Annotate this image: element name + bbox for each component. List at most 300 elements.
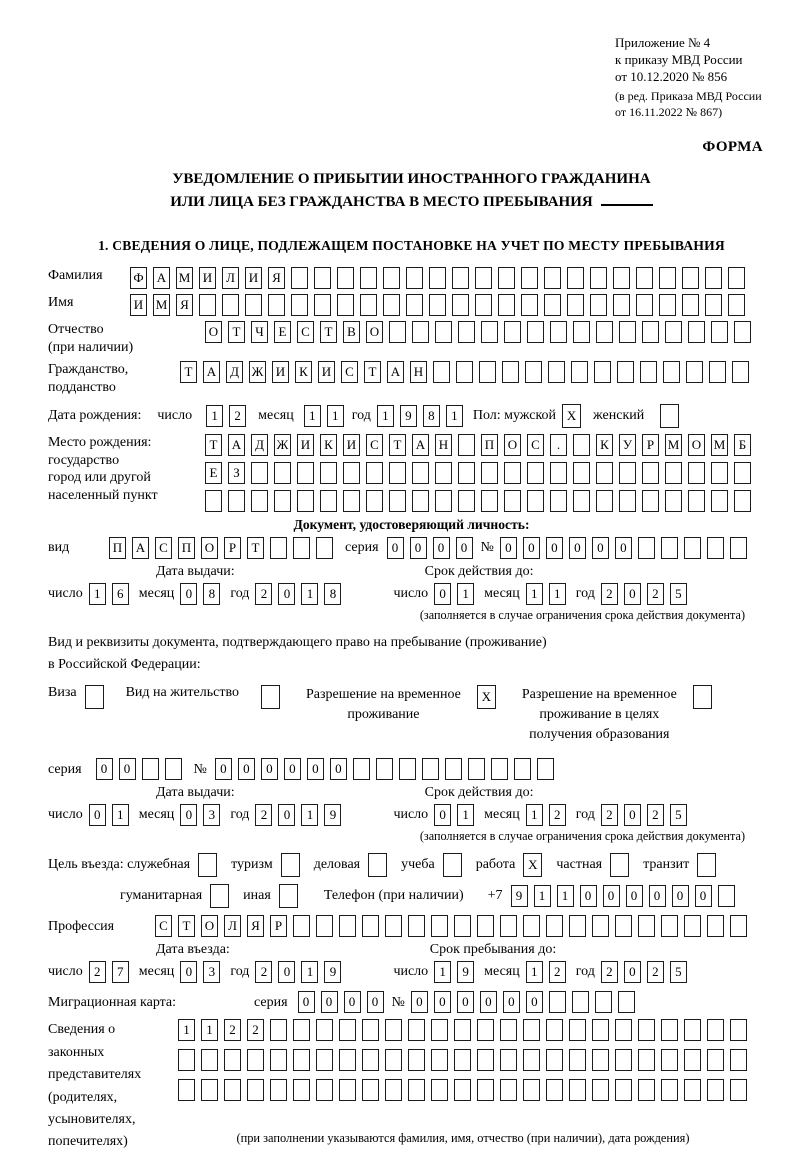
char-box[interactable]: 2: [247, 1019, 264, 1041]
char-box[interactable]: 1: [526, 804, 543, 826]
char-box[interactable]: X: [477, 685, 496, 709]
char-box[interactable]: [412, 321, 429, 343]
char-box[interactable]: [660, 404, 679, 428]
char-box[interactable]: [707, 1049, 724, 1071]
char-box[interactable]: 0: [626, 885, 643, 907]
char-box[interactable]: [360, 294, 377, 316]
char-box[interactable]: 0: [649, 885, 666, 907]
visa-checkbox[interactable]: [85, 685, 104, 709]
char-box[interactable]: 7: [112, 961, 129, 983]
char-box[interactable]: 0: [387, 537, 404, 559]
char-box[interactable]: Л: [224, 915, 241, 937]
permit-valid-day-input[interactable]: [434, 804, 474, 826]
char-box[interactable]: [481, 462, 498, 484]
char-box[interactable]: [544, 267, 561, 289]
char-box[interactable]: [638, 915, 655, 937]
residence-permit-checkbox[interactable]: [261, 685, 280, 709]
char-box[interactable]: [569, 915, 586, 937]
stay-day-input[interactable]: [434, 961, 474, 983]
char-box[interactable]: И: [318, 361, 335, 383]
birth-day-input[interactable]: [206, 405, 246, 427]
char-box[interactable]: 5: [670, 583, 687, 605]
char-box[interactable]: [270, 1079, 287, 1101]
char-box[interactable]: 1: [206, 405, 223, 427]
char-box[interactable]: [590, 294, 607, 316]
char-box[interactable]: [610, 853, 629, 877]
char-box[interactable]: С: [297, 321, 314, 343]
id-doc-number-input[interactable]: [500, 537, 747, 559]
char-box[interactable]: [389, 462, 406, 484]
char-box[interactable]: [613, 294, 630, 316]
char-box[interactable]: [661, 915, 678, 937]
char-box[interactable]: [523, 1079, 540, 1101]
phone-input[interactable]: [511, 885, 735, 907]
char-box[interactable]: К: [295, 361, 312, 383]
given-name-input[interactable]: [130, 294, 745, 316]
char-box[interactable]: [385, 915, 402, 937]
char-box[interactable]: [596, 490, 613, 512]
char-box[interactable]: [433, 361, 450, 383]
char-box[interactable]: 0: [500, 537, 517, 559]
char-box[interactable]: [293, 1019, 310, 1041]
char-box[interactable]: [661, 1019, 678, 1041]
char-box[interactable]: 2: [549, 961, 566, 983]
char-box[interactable]: [619, 490, 636, 512]
char-box[interactable]: [523, 915, 540, 937]
char-box[interactable]: 9: [324, 804, 341, 826]
char-box[interactable]: [293, 1079, 310, 1101]
char-box[interactable]: [339, 1079, 356, 1101]
char-box[interactable]: [251, 462, 268, 484]
char-box[interactable]: [642, 321, 659, 343]
char-box[interactable]: [477, 915, 494, 937]
char-box[interactable]: Н: [435, 434, 452, 456]
char-box[interactable]: Ж: [249, 361, 266, 383]
char-box[interactable]: П: [109, 537, 126, 559]
char-box[interactable]: 0: [119, 758, 136, 780]
char-box[interactable]: 2: [229, 405, 246, 427]
char-box[interactable]: Ч: [251, 321, 268, 343]
char-box[interactable]: [198, 853, 217, 877]
char-box[interactable]: 1: [526, 961, 543, 983]
char-box[interactable]: [142, 758, 159, 780]
char-box[interactable]: [596, 462, 613, 484]
char-box[interactable]: [435, 462, 452, 484]
char-box[interactable]: Е: [274, 321, 291, 343]
char-box[interactable]: [422, 758, 439, 780]
char-box[interactable]: [684, 1049, 701, 1071]
char-box[interactable]: [661, 1079, 678, 1101]
char-box[interactable]: [406, 294, 423, 316]
char-box[interactable]: [224, 1079, 241, 1101]
char-box[interactable]: [546, 1049, 563, 1071]
char-box[interactable]: [638, 1049, 655, 1071]
char-box[interactable]: [684, 915, 701, 937]
char-box[interactable]: Т: [320, 321, 337, 343]
char-box[interactable]: 1: [178, 1019, 195, 1041]
char-box[interactable]: [383, 294, 400, 316]
char-box[interactable]: Б: [734, 434, 751, 456]
char-box[interactable]: 1: [377, 405, 394, 427]
char-box[interactable]: С: [341, 361, 358, 383]
char-box[interactable]: 5: [670, 961, 687, 983]
char-box[interactable]: 1: [304, 405, 321, 427]
char-box[interactable]: [642, 462, 659, 484]
representatives-input-line1[interactable]: [178, 1019, 748, 1041]
char-box[interactable]: 0: [180, 583, 197, 605]
char-box[interactable]: [688, 490, 705, 512]
char-box[interactable]: [261, 685, 280, 709]
birth-place-input-line3[interactable]: [205, 490, 751, 512]
char-box[interactable]: [613, 267, 630, 289]
char-box[interactable]: [454, 1019, 471, 1041]
char-box[interactable]: [537, 758, 554, 780]
char-box[interactable]: [665, 490, 682, 512]
char-box[interactable]: [521, 267, 538, 289]
char-box[interactable]: [638, 1019, 655, 1041]
char-box[interactable]: [707, 915, 724, 937]
char-box[interactable]: [408, 1019, 425, 1041]
char-box[interactable]: [661, 1049, 678, 1071]
char-box[interactable]: [617, 361, 634, 383]
char-box[interactable]: 2: [549, 804, 566, 826]
char-box[interactable]: 2: [601, 804, 618, 826]
char-box[interactable]: Ф: [130, 267, 147, 289]
char-box[interactable]: Ж: [274, 434, 291, 456]
char-box[interactable]: 1: [112, 804, 129, 826]
char-box[interactable]: [316, 1079, 333, 1101]
char-box[interactable]: [385, 1049, 402, 1071]
char-box[interactable]: 0: [261, 758, 278, 780]
official-checkbox[interactable]: [198, 853, 217, 877]
char-box[interactable]: И: [297, 434, 314, 456]
entry-month-input[interactable]: [180, 961, 220, 983]
char-box[interactable]: [362, 915, 379, 937]
char-box[interactable]: К: [596, 434, 613, 456]
char-box[interactable]: [316, 915, 333, 937]
char-box[interactable]: [500, 1049, 517, 1071]
char-box[interactable]: [383, 267, 400, 289]
char-box[interactable]: 0: [180, 804, 197, 826]
char-box[interactable]: 1: [549, 583, 566, 605]
humanitarian-checkbox[interactable]: [210, 884, 229, 908]
char-box[interactable]: [573, 490, 590, 512]
char-box[interactable]: 0: [410, 537, 427, 559]
char-box[interactable]: [523, 1049, 540, 1071]
char-box[interactable]: [500, 915, 517, 937]
char-box[interactable]: [711, 462, 728, 484]
char-box[interactable]: [456, 361, 473, 383]
char-box[interactable]: [316, 1049, 333, 1071]
migration-card-series-input[interactable]: [298, 991, 384, 1013]
char-box[interactable]: Т: [180, 361, 197, 383]
char-box[interactable]: 0: [434, 991, 451, 1013]
char-box[interactable]: З: [228, 462, 245, 484]
char-box[interactable]: [615, 1019, 632, 1041]
char-box[interactable]: [353, 758, 370, 780]
char-box[interactable]: 0: [672, 885, 689, 907]
char-box[interactable]: Т: [228, 321, 245, 343]
char-box[interactable]: И: [199, 267, 216, 289]
surname-input[interactable]: [130, 267, 745, 289]
char-box[interactable]: [527, 462, 544, 484]
char-box[interactable]: 1: [526, 583, 543, 605]
char-box[interactable]: 0: [307, 758, 324, 780]
char-box[interactable]: 1: [301, 961, 318, 983]
char-box[interactable]: [734, 490, 751, 512]
char-box[interactable]: [550, 321, 567, 343]
char-box[interactable]: [343, 462, 360, 484]
char-box[interactable]: 9: [324, 961, 341, 983]
char-box[interactable]: [549, 991, 566, 1013]
permit-issue-month-input[interactable]: [180, 804, 220, 826]
char-box[interactable]: [711, 490, 728, 512]
char-box[interactable]: [550, 462, 567, 484]
char-box[interactable]: [693, 685, 712, 709]
char-box[interactable]: [730, 1049, 747, 1071]
char-box[interactable]: [408, 1049, 425, 1071]
id-doc-series-input[interactable]: [387, 537, 473, 559]
char-box[interactable]: С: [155, 537, 172, 559]
char-box[interactable]: В: [343, 321, 360, 343]
char-box[interactable]: 1: [301, 583, 318, 605]
char-box[interactable]: 3: [203, 961, 220, 983]
char-box[interactable]: [452, 267, 469, 289]
char-box[interactable]: 1: [201, 1019, 218, 1041]
char-box[interactable]: [362, 1079, 379, 1101]
char-box[interactable]: 0: [278, 804, 295, 826]
char-box[interactable]: 0: [480, 991, 497, 1013]
char-box[interactable]: [297, 490, 314, 512]
char-box[interactable]: [707, 1019, 724, 1041]
char-box[interactable]: 3: [203, 804, 220, 826]
char-box[interactable]: [682, 267, 699, 289]
citizenship-input[interactable]: [180, 361, 749, 383]
char-box[interactable]: [659, 294, 676, 316]
char-box[interactable]: С: [527, 434, 544, 456]
char-box[interactable]: [730, 1079, 747, 1101]
char-box[interactable]: [567, 294, 584, 316]
char-box[interactable]: 0: [215, 758, 232, 780]
char-box[interactable]: [734, 321, 751, 343]
char-box[interactable]: [640, 361, 657, 383]
representatives-input-line3[interactable]: [178, 1079, 748, 1101]
char-box[interactable]: [550, 490, 567, 512]
representatives-input-line2[interactable]: [178, 1049, 748, 1071]
char-box[interactable]: [475, 294, 492, 316]
char-box[interactable]: [707, 1079, 724, 1101]
char-box[interactable]: [481, 490, 498, 512]
char-box[interactable]: [408, 1079, 425, 1101]
char-box[interactable]: И: [130, 294, 147, 316]
char-box[interactable]: [343, 490, 360, 512]
char-box[interactable]: [412, 490, 429, 512]
char-box[interactable]: [314, 267, 331, 289]
char-box[interactable]: У: [619, 434, 636, 456]
char-box[interactable]: 0: [546, 537, 563, 559]
char-box[interactable]: 1: [534, 885, 551, 907]
char-box[interactable]: [684, 1079, 701, 1101]
char-box[interactable]: [521, 294, 538, 316]
char-box[interactable]: Т: [178, 915, 195, 937]
char-box[interactable]: Д: [251, 434, 268, 456]
char-box[interactable]: [337, 294, 354, 316]
id-valid-day-input[interactable]: [434, 583, 474, 605]
char-box[interactable]: [573, 462, 590, 484]
char-box[interactable]: П: [481, 434, 498, 456]
char-box[interactable]: [615, 1079, 632, 1101]
char-box[interactable]: [504, 490, 521, 512]
char-box[interactable]: [684, 537, 701, 559]
char-box[interactable]: [697, 853, 716, 877]
char-box[interactable]: Я: [268, 267, 285, 289]
char-box[interactable]: [362, 1049, 379, 1071]
doc-type-input[interactable]: [109, 537, 333, 559]
char-box[interactable]: М: [153, 294, 170, 316]
char-box[interactable]: Р: [224, 537, 241, 559]
char-box[interactable]: 1: [446, 405, 463, 427]
char-box[interactable]: [728, 294, 745, 316]
char-box[interactable]: [730, 1019, 747, 1041]
char-box[interactable]: [619, 321, 636, 343]
char-box[interactable]: [711, 321, 728, 343]
stay-year-input[interactable]: [601, 961, 687, 983]
char-box[interactable]: [569, 1019, 586, 1041]
char-box[interactable]: [567, 267, 584, 289]
char-box[interactable]: [366, 490, 383, 512]
char-box[interactable]: [251, 490, 268, 512]
char-box[interactable]: [429, 267, 446, 289]
char-box[interactable]: [500, 1079, 517, 1101]
char-box[interactable]: X: [523, 853, 542, 877]
char-box[interactable]: [705, 294, 722, 316]
entry-day-input[interactable]: [89, 961, 129, 983]
char-box[interactable]: Я: [247, 915, 264, 937]
char-box[interactable]: 0: [321, 991, 338, 1013]
char-box[interactable]: 2: [601, 583, 618, 605]
char-box[interactable]: [368, 853, 387, 877]
char-box[interactable]: 2: [601, 961, 618, 983]
char-box[interactable]: [734, 462, 751, 484]
char-box[interactable]: [468, 758, 485, 780]
char-box[interactable]: [569, 1079, 586, 1101]
char-box[interactable]: 2: [255, 804, 272, 826]
char-box[interactable]: [314, 294, 331, 316]
other-checkbox[interactable]: [279, 884, 298, 908]
char-box[interactable]: 1: [327, 405, 344, 427]
char-box[interactable]: [222, 294, 239, 316]
char-box[interactable]: [636, 294, 653, 316]
birth-month-input[interactable]: [304, 405, 344, 427]
char-box[interactable]: [595, 991, 612, 1013]
char-box[interactable]: [435, 321, 452, 343]
id-valid-month-input[interactable]: [526, 583, 566, 605]
char-box[interactable]: [682, 294, 699, 316]
char-box[interactable]: [274, 462, 291, 484]
char-box[interactable]: Л: [222, 267, 239, 289]
char-box[interactable]: [546, 1019, 563, 1041]
char-box[interactable]: [454, 915, 471, 937]
char-box[interactable]: [707, 537, 724, 559]
char-box[interactable]: О: [688, 434, 705, 456]
char-box[interactable]: Е: [205, 462, 222, 484]
char-box[interactable]: 0: [238, 758, 255, 780]
char-box[interactable]: 2: [224, 1019, 241, 1041]
char-box[interactable]: [247, 1079, 264, 1101]
char-box[interactable]: [320, 462, 337, 484]
char-box[interactable]: [366, 462, 383, 484]
char-box[interactable]: [274, 490, 291, 512]
char-box[interactable]: [665, 321, 682, 343]
char-box[interactable]: [406, 267, 423, 289]
char-box[interactable]: 2: [89, 961, 106, 983]
permit-number-input[interactable]: [215, 758, 554, 780]
char-box[interactable]: [389, 321, 406, 343]
char-box[interactable]: 0: [615, 537, 632, 559]
char-box[interactable]: Р: [270, 915, 287, 937]
char-box[interactable]: 0: [434, 583, 451, 605]
char-box[interactable]: 0: [457, 991, 474, 1013]
char-box[interactable]: [268, 294, 285, 316]
char-box[interactable]: [684, 1019, 701, 1041]
char-box[interactable]: 2: [255, 961, 272, 983]
char-box[interactable]: [412, 462, 429, 484]
char-box[interactable]: [659, 267, 676, 289]
birth-year-input[interactable]: [377, 405, 463, 427]
char-box[interactable]: [293, 915, 310, 937]
char-box[interactable]: 0: [411, 991, 428, 1013]
char-box[interactable]: [362, 1019, 379, 1041]
char-box[interactable]: [165, 758, 182, 780]
private-checkbox[interactable]: [610, 853, 629, 877]
char-box[interactable]: [281, 853, 300, 877]
char-box[interactable]: .: [550, 434, 567, 456]
char-box[interactable]: 1: [89, 583, 106, 605]
id-issue-year-input[interactable]: [255, 583, 341, 605]
char-box[interactable]: 0: [96, 758, 113, 780]
char-box[interactable]: 1: [557, 885, 574, 907]
char-box[interactable]: С: [155, 915, 172, 937]
char-box[interactable]: [569, 1049, 586, 1071]
char-box[interactable]: 1: [434, 961, 451, 983]
char-box[interactable]: 8: [324, 583, 341, 605]
char-box[interactable]: [477, 1019, 494, 1041]
permit-issue-day-input[interactable]: [89, 804, 129, 826]
id-issue-month-input[interactable]: [180, 583, 220, 605]
char-box[interactable]: [431, 915, 448, 937]
char-box[interactable]: [452, 294, 469, 316]
entry-year-input[interactable]: [255, 961, 341, 983]
char-box[interactable]: [201, 1049, 218, 1071]
char-box[interactable]: [525, 361, 542, 383]
char-box[interactable]: С: [366, 434, 383, 456]
study-checkbox[interactable]: [443, 853, 462, 877]
char-box[interactable]: 2: [255, 583, 272, 605]
char-box[interactable]: 0: [526, 991, 543, 1013]
permit-issue-year-input[interactable]: [255, 804, 341, 826]
business-checkbox[interactable]: [368, 853, 387, 877]
char-box[interactable]: [636, 267, 653, 289]
char-box[interactable]: 0: [330, 758, 347, 780]
char-box[interactable]: [732, 361, 749, 383]
char-box[interactable]: 8: [203, 583, 220, 605]
char-box[interactable]: [435, 490, 452, 512]
char-box[interactable]: [178, 1079, 195, 1101]
permit-valid-year-input[interactable]: [601, 804, 687, 826]
char-box[interactable]: [224, 1049, 241, 1071]
char-box[interactable]: [592, 1019, 609, 1041]
char-box[interactable]: 0: [278, 961, 295, 983]
